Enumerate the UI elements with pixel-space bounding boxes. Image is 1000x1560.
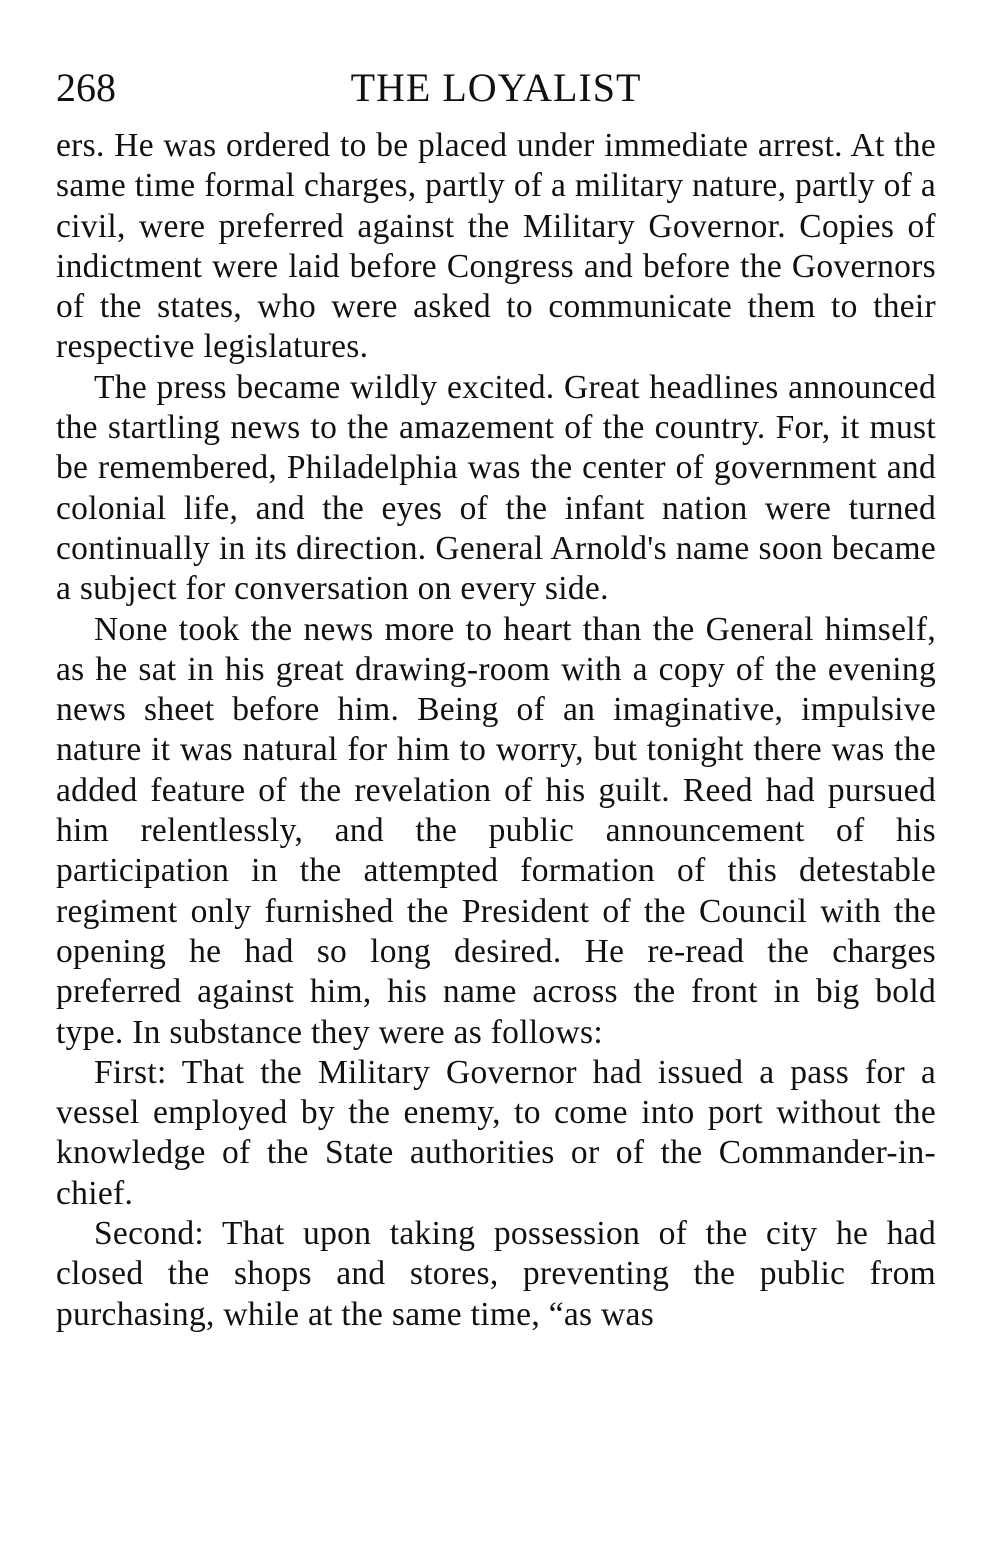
paragraph-second-charge: Second: That upon taking possession of the city he had closed the shops and stores, preventing the public from purchasing, while at the same time, “as was [56,1215,936,1333]
book-page [56,60,936,1335]
paragraph-press: The press became wildly excited. Great headlines announced the startling news to the amazement of the country. For, it must be remembered, Philadelphia was the center of government and colonial life, and the eyes of the infant nation were turned continually in its direction. General Arnold's name soon became a subject for conversation on every side. [56,368,936,608]
paragraph-first-charge: First: That the Military Governor had issued a pass for a vessel employed by the enemy, to come into port without the knowledge of the State authorities or of the Commander-in-chief. [56,1053,936,1212]
page-number: 268 [56,65,116,110]
page-header [56,60,936,116]
paragraph-continuation: ers. He was ordered to be placed under immediate arrest. At the same time formal charges, partly of a military nature, partly of a civil, were preferred against the Military Governor. Copies of indictment were laid before Congress and before the Governors of the states, who were asked to communicate them to their respective legislatures. [56,127,936,366]
body-text [56,126,936,1335]
paragraph-general: None took the news more to heart than the General himself, as he sat in his great drawing-room with a copy of the evening news sheet before him. Being of an imaginative, impulsive nature it was natural for him to worry, but tonight there was the added feature of the revelation of his guilt. Reed had pursued him relentlessly, and the public announcement of his participation in the attempted formation of this detestable regiment only furnished the President of the Council with the opening he had so long desired. He re-read the charges preferred against him, his name across the front in big bold type. In substance they were as follows: [56,610,936,1051]
running-title: THE LOYALIST [350,65,642,110]
